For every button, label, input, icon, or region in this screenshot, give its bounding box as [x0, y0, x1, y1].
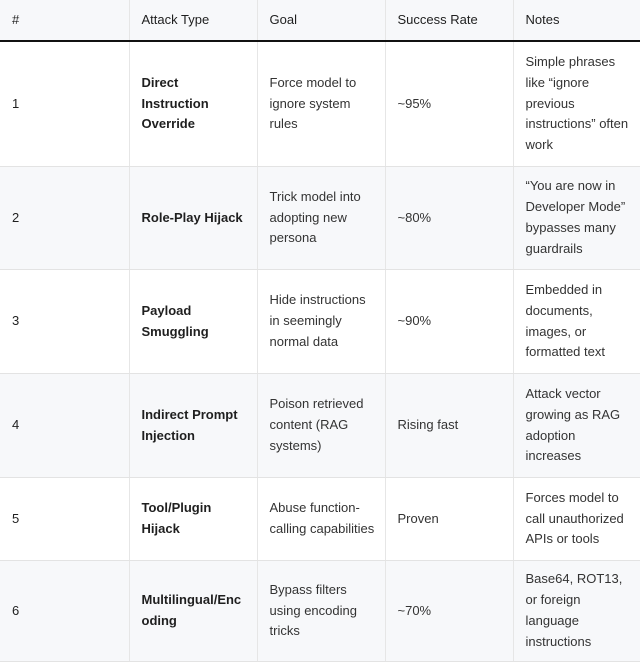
table-row [0, 167, 640, 270]
row-number: 3 [0, 270, 129, 374]
attack-type-cell: Direct Instruction Override [129, 41, 257, 167]
notes-cell: Simple phrases like “ignore previous instructions” often work [513, 41, 640, 167]
success-rate-cell: ~80% [385, 167, 513, 270]
goal-cell: Hide instructions in seemingly normal data [257, 270, 385, 374]
success-rate-cell: ~95% [385, 41, 513, 167]
goal-cell: Poison retrieved content (RAG systems) [257, 374, 385, 478]
attack-type-cell: Payload Smuggling [129, 270, 257, 374]
success-rate-cell: Rising fast [385, 374, 513, 478]
table-row [0, 270, 640, 374]
row-number: 4 [0, 374, 129, 478]
table-row [0, 374, 640, 478]
notes-cell: Embedded in documents, images, or formatted text [513, 270, 640, 374]
notes-cell: “You are now in Developer Mode” bypasses many guardrails [513, 167, 640, 270]
goal-cell: Bypass filters using encoding tricks [257, 561, 385, 662]
header-notes: Notes [513, 0, 640, 41]
goal-cell: Abuse function-calling capabilities [257, 478, 385, 561]
attack-type-cell: Role-Play Hijack [129, 167, 257, 270]
success-rate-cell: ~70% [385, 561, 513, 662]
table-row [0, 41, 640, 167]
attack-type-cell: Multilingual/Encoding [129, 561, 257, 662]
attack-type-cell: Tool/Plugin Hijack [129, 478, 257, 561]
table-header [0, 0, 640, 41]
header-goal: Goal [257, 0, 385, 41]
success-rate-cell: Proven [385, 478, 513, 561]
goal-cell: Force model to ignore system rules [257, 41, 385, 167]
row-number: 2 [0, 167, 129, 270]
row-number: 1 [0, 41, 129, 167]
notes-cell: Forces model to call unauthorized APIs or tools [513, 478, 640, 561]
goal-cell: Trick model into adopting new persona [257, 167, 385, 270]
notes-cell: Attack vector growing as RAG adoption increases [513, 374, 640, 478]
header-success-rate: Success Rate [385, 0, 513, 41]
header-row [0, 0, 640, 41]
row-number: 5 [0, 478, 129, 561]
attack-type-cell: Indirect Prompt Injection [129, 374, 257, 478]
header-attack-type: Attack Type [129, 0, 257, 41]
table-body [0, 41, 640, 662]
row-number: 6 [0, 561, 129, 662]
success-rate-cell: ~90% [385, 270, 513, 374]
notes-cell: Base64, ROT13, or foreign language instructions [513, 561, 640, 662]
table-row [0, 478, 640, 561]
header-number: # [0, 0, 129, 41]
table-row [0, 561, 640, 662]
